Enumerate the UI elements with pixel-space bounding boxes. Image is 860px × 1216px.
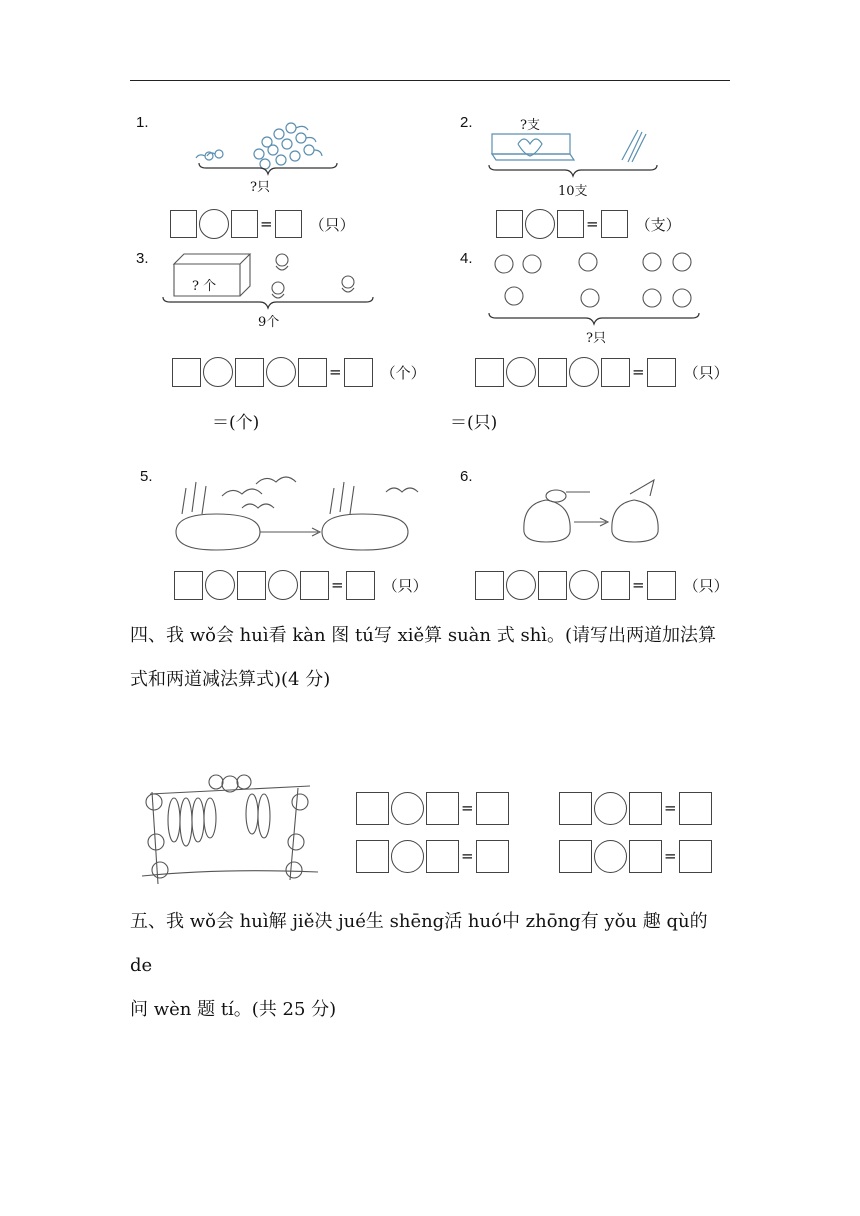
- equation-row: [356, 792, 509, 824]
- chicks-illustration: [490, 248, 700, 316]
- equation-row: [174, 569, 428, 601]
- answer-box[interactable]: [476, 792, 509, 825]
- unit-label: （只）: [382, 576, 428, 595]
- operator-circle[interactable]: [569, 570, 599, 600]
- operator-circle[interactable]: [268, 570, 298, 600]
- section-5-line-1: 五、我 wǒ会 huì解 jiě决 jué生 shēng活 huó中 zhōng有 yǒu 趣 qù的 de: [130, 911, 708, 976]
- answer-box[interactable]: [496, 210, 523, 238]
- answer-box[interactable]: [559, 792, 592, 825]
- equals-sign: =: [632, 576, 645, 594]
- equation-row: [356, 840, 509, 872]
- answer-box[interactable]: [237, 571, 266, 600]
- answer-box[interactable]: [476, 840, 509, 873]
- cucumber-trellis-illustration: [140, 772, 320, 888]
- section-4-line-2: 式和两道减法算式)(4 分): [130, 669, 331, 690]
- operator-circle[interactable]: [199, 209, 229, 239]
- operator-circle[interactable]: [266, 357, 296, 387]
- result-line: ＝(只): [450, 413, 498, 433]
- section-5-line-2: 问 wèn 题 tí。(共 25 分): [130, 999, 337, 1020]
- bottom-label: 10支: [558, 184, 588, 199]
- brace: [162, 296, 374, 310]
- unit-label: （支）: [635, 215, 681, 234]
- problem-number: 6.: [460, 468, 473, 485]
- answer-box[interactable]: [601, 210, 628, 238]
- answer-box[interactable]: [170, 210, 197, 238]
- operator-circle[interactable]: [594, 792, 627, 825]
- equation-row: [172, 356, 426, 388]
- brace: [198, 162, 338, 176]
- equation-row: [496, 208, 681, 240]
- unit-label: （只）: [309, 215, 355, 234]
- answer-box[interactable]: [601, 571, 630, 600]
- answer-box[interactable]: [346, 571, 375, 600]
- operator-circle[interactable]: [391, 840, 424, 873]
- answer-box[interactable]: [426, 792, 459, 825]
- equals-sign: =: [461, 799, 474, 817]
- brace: [488, 312, 700, 326]
- problem-number: 1.: [136, 114, 149, 131]
- equation-row: [559, 840, 712, 872]
- operator-circle[interactable]: [203, 357, 233, 387]
- result-line: ＝(个): [212, 413, 260, 433]
- equals-sign: =: [664, 799, 677, 817]
- operator-circle[interactable]: [391, 792, 424, 825]
- bottom-label: 9个: [258, 315, 280, 330]
- top-label: ? 个: [192, 279, 217, 294]
- answer-box[interactable]: [275, 210, 302, 238]
- answer-box[interactable]: [426, 840, 459, 873]
- equals-sign: =: [329, 363, 342, 381]
- equals-sign: =: [260, 215, 273, 233]
- top-label: ?支: [520, 118, 540, 133]
- answer-box[interactable]: [475, 571, 504, 600]
- equals-sign: =: [331, 576, 344, 594]
- equals-sign: =: [632, 363, 645, 381]
- answer-box[interactable]: [629, 840, 662, 873]
- answer-box[interactable]: [298, 358, 327, 387]
- bottom-label: ?只: [250, 180, 270, 195]
- answer-box[interactable]: [538, 571, 567, 600]
- unit-label: （只）: [683, 363, 729, 382]
- problem-number: 2.: [460, 114, 473, 131]
- answer-box[interactable]: [356, 840, 389, 873]
- section-5-heading: [130, 900, 735, 1032]
- unit-label: （个）: [380, 363, 426, 382]
- equals-sign: =: [586, 215, 599, 233]
- unit-label: （只）: [683, 576, 729, 595]
- section-4-heading: [130, 614, 735, 702]
- answer-box[interactable]: [174, 571, 203, 600]
- equation-row: [475, 569, 729, 601]
- problem-number: 3.: [136, 250, 149, 267]
- equals-sign: =: [664, 847, 677, 865]
- operator-circle[interactable]: [205, 570, 235, 600]
- answer-box[interactable]: [235, 358, 264, 387]
- operator-circle[interactable]: [506, 570, 536, 600]
- answer-box[interactable]: [679, 840, 712, 873]
- section-4-line-1: 四、我 wǒ会 huì看 kàn 图 tú写 xiě算 suàn 式 shì。(请写出两道加法算: [130, 625, 717, 646]
- answer-box[interactable]: [231, 210, 258, 238]
- equals-sign: =: [461, 847, 474, 865]
- equation-row: [475, 356, 729, 388]
- answer-box[interactable]: [647, 571, 676, 600]
- header-rule: [130, 80, 730, 81]
- operator-circle[interactable]: [525, 209, 555, 239]
- answer-box[interactable]: [172, 358, 201, 387]
- answer-box[interactable]: [557, 210, 584, 238]
- equation-row: [170, 208, 355, 240]
- answer-box[interactable]: [601, 358, 630, 387]
- operator-circle[interactable]: [569, 357, 599, 387]
- bugs-pot-illustration: [520, 478, 660, 546]
- operator-circle[interactable]: [506, 357, 536, 387]
- answer-box[interactable]: [629, 792, 662, 825]
- answer-box[interactable]: [344, 358, 373, 387]
- operator-circle[interactable]: [594, 840, 627, 873]
- pencil-box-illustration: [490, 128, 650, 168]
- problem-number: 5.: [140, 468, 153, 485]
- problem-number: 4.: [460, 250, 473, 267]
- answer-box[interactable]: [559, 840, 592, 873]
- bottom-label: ?只: [586, 331, 606, 346]
- answer-box[interactable]: [356, 792, 389, 825]
- birds-pond-illustration: [172, 468, 422, 554]
- answer-box[interactable]: [538, 358, 567, 387]
- answer-box[interactable]: [475, 358, 504, 387]
- equation-row: [559, 792, 712, 824]
- answer-box[interactable]: [647, 358, 676, 387]
- brace: [488, 164, 658, 178]
- answer-box[interactable]: [679, 792, 712, 825]
- answer-box[interactable]: [300, 571, 329, 600]
